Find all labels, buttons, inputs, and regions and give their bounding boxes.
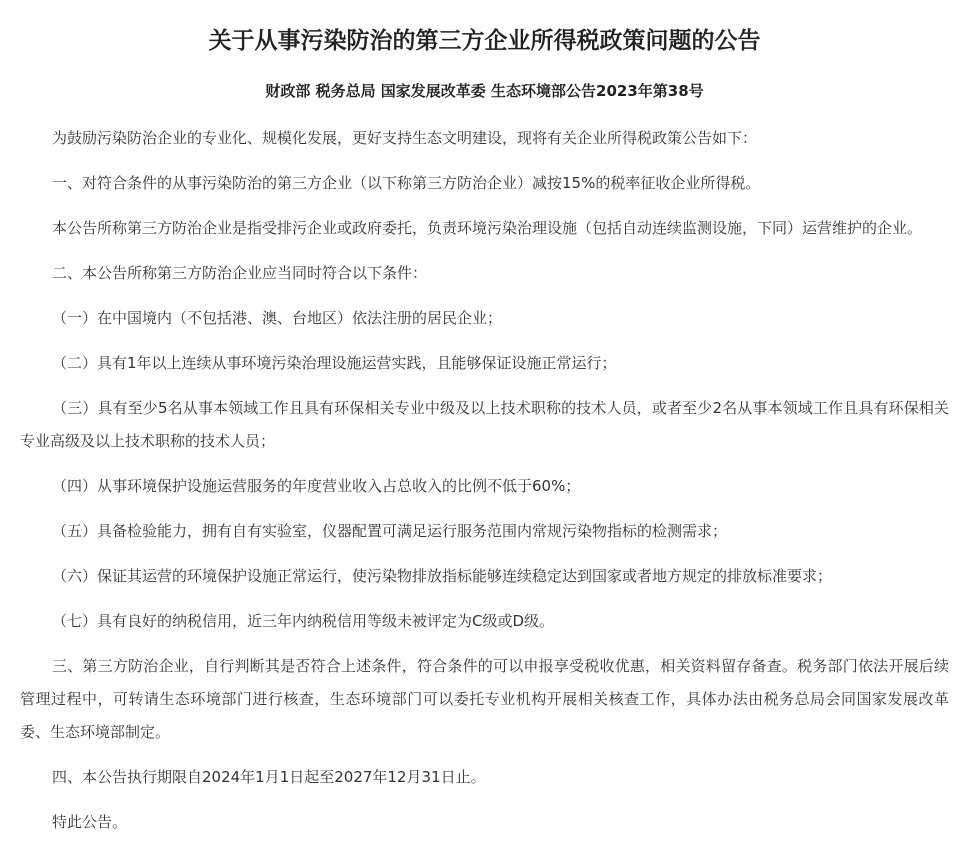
paragraph-definition: 本公告所称第三方防治企业是指受排污企业或政府委托，负责环境污染治理设施（包括自动连续监测设施，下同）运营维护的企业。 bbox=[52, 219, 923, 237]
paragraph-section-1: 一、对符合条件的从事污染防治的第三方企业（以下称第三方防治企业）减按15%的税率征收企业所得税。 bbox=[52, 174, 761, 192]
paragraph-condition-5: （五）具备检验能力，拥有自有实验室，仪器配置可满足运行服务范围内常规污染物指标的检测需求； bbox=[52, 522, 728, 540]
paragraph-condition-3: （三）具有至少5名从事本领域工作且具有环保相关专业中级及以上技术职称的技术人员，或者至少2名从事本领域工作且具有环保相关专业高级及以上技术职称的技术人员； bbox=[20, 399, 949, 450]
paragraph-condition-7: （七）具有良好的纳税信用，近三年内纳税信用等级未被评定为C级或D级。 bbox=[52, 612, 555, 630]
document-body bbox=[20, 122, 949, 839]
paragraph-closing: 特此公告。 bbox=[52, 813, 128, 831]
paragraph-condition-6: （六）保证其运营的环境保护设施正常运行，使污染物排放指标能够连续稳定达到国家或者地方规定的排放标准要求； bbox=[52, 567, 833, 585]
paragraph-condition-1: （一）在中国境内（不包括港、澳、台地区）依法注册的居民企业； bbox=[52, 309, 503, 327]
paragraph-condition-4: （四）从事环境保护设施运营服务的年度营业收入占总收入的比例不低于60%； bbox=[52, 477, 581, 495]
paragraph-section-2: 二、本公告所称第三方防治企业应当同时符合以下条件： bbox=[52, 264, 428, 282]
paragraph-section-3: 三、第三方防治企业，自行判断其是否符合上述条件，符合条件的可以申报享受税收优惠，相关资料留存备查。税务部门依法开展后续管理过程中，可转请生态环境部门进行核查，生态环境部门可以委托专业机构开展相关核查工作，具体办法由税务总局会同国家发展改革委、生态环境部制定。 bbox=[20, 657, 949, 741]
paragraph-section-4: 四、本公告执行期限自2024年1月1日起至2027年12月31日止。 bbox=[52, 768, 486, 786]
paragraph-condition-2: （二）具有1年以上连续从事环境污染治理设施运营实践，且能够保证设施正常运行； bbox=[52, 354, 617, 372]
paragraph-intro: 为鼓励污染防治企业的专业化、规模化发展，更好支持生态文明建设，现将有关企业所得税政策公告如下： bbox=[52, 129, 758, 147]
document-subtitle: 财政部 税务总局 国家发展改革委 生态环境部公告2023年第38号 bbox=[265, 82, 704, 100]
document-title: 关于从事污染防治的第三方企业所得税政策问题的公告 bbox=[208, 28, 761, 54]
